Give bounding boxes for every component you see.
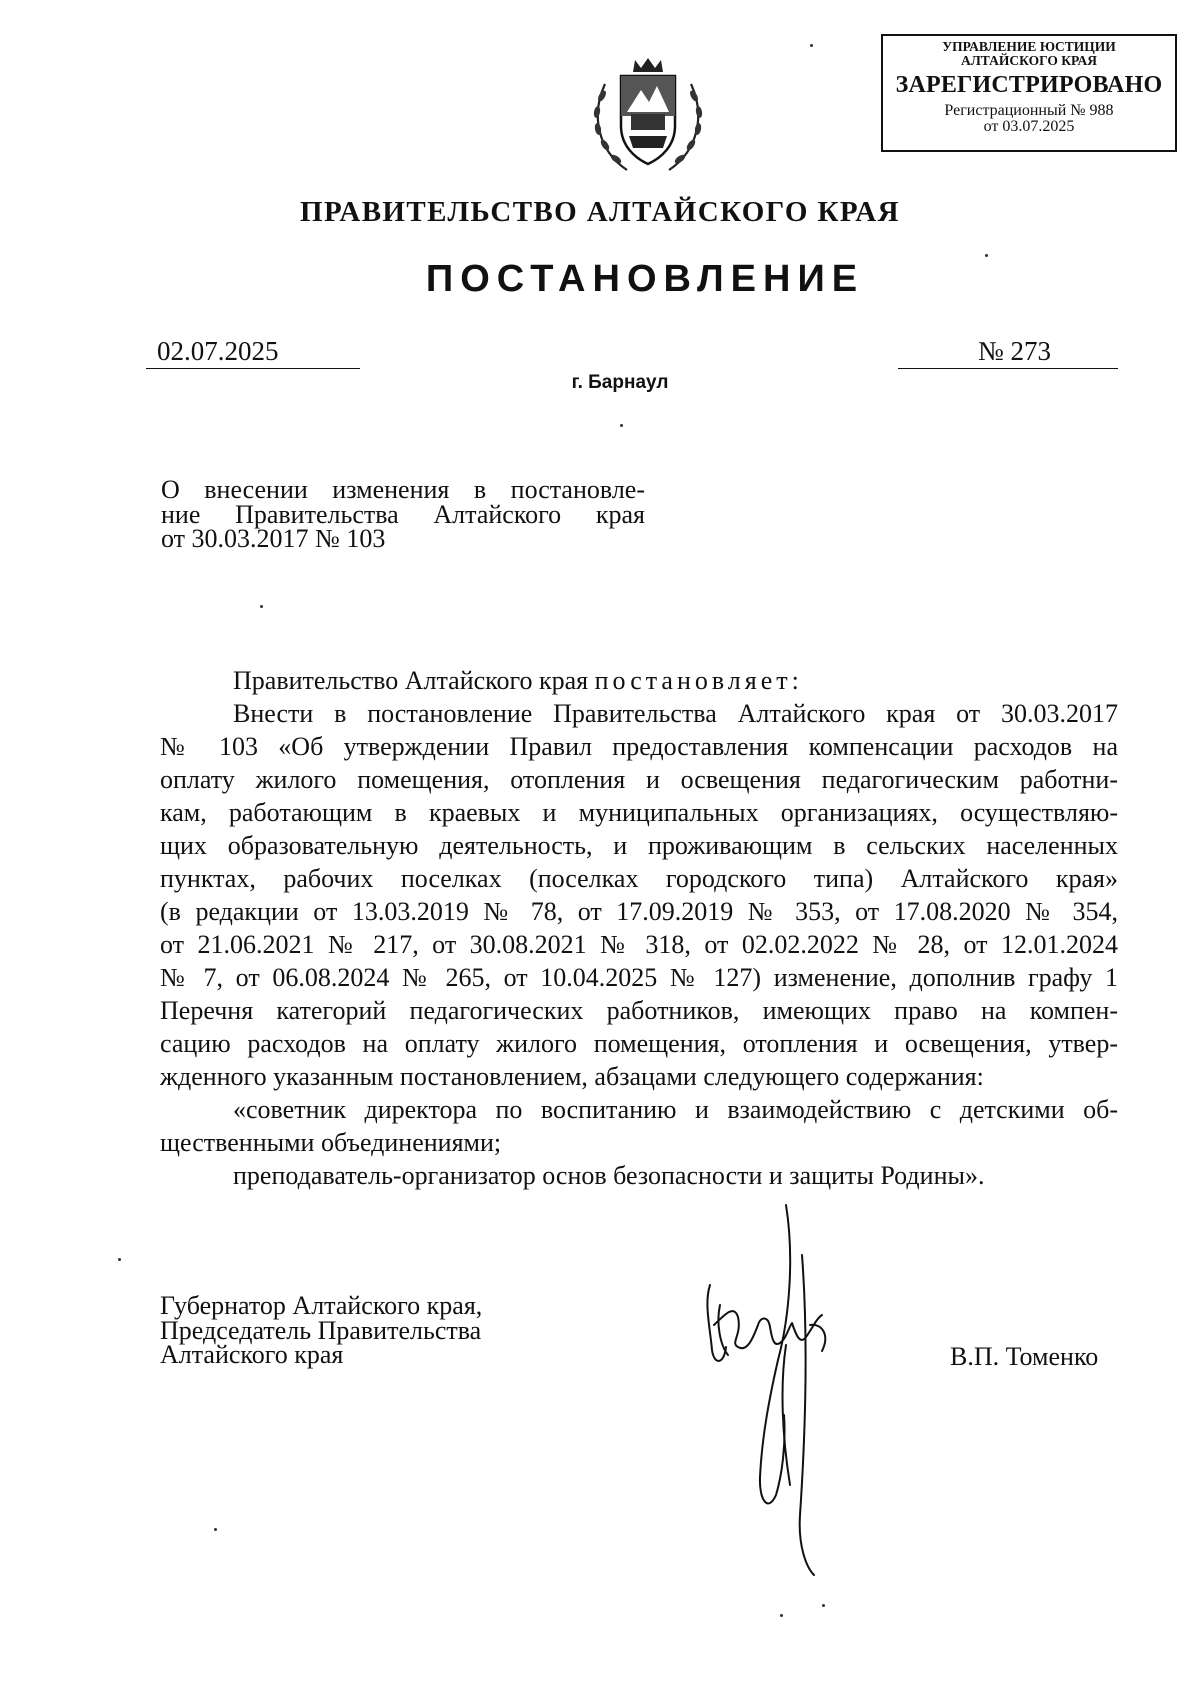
- preamble: [160, 664, 1118, 697]
- registration-stamp: [881, 34, 1177, 152]
- document-date-field: [146, 336, 360, 369]
- subject-line: от 30.03.2017 № 103: [161, 524, 386, 553]
- quote-line: преподаватель-организатор основ безопасности и защиты Родины».: [233, 1161, 985, 1190]
- body-line: пунктах, рабочих поселках (поселках городского типа) Алтайского края»: [160, 864, 1118, 893]
- body-line: № 103 «Об утверждении Правил предоставления компенсации расходов на: [160, 732, 1118, 761]
- scan-speck: [118, 1258, 121, 1261]
- body-line: от 21.06.2021 № 217, от 30.08.2021 № 318, от 02.02.2022 № 28, от 12.01.2024: [160, 930, 1118, 959]
- scan-speck: [260, 605, 263, 608]
- document-type: ПОСТАНОВЛЕНИЕ: [425, 258, 865, 300]
- quote-line: щественными объединениями;: [160, 1128, 502, 1157]
- preamble-verb: постановляет:: [594, 666, 803, 695]
- stamp-reg-number: Регистрационный № 988: [944, 101, 1114, 119]
- body-line: № 7, от 06.08.2024 № 265, от 10.04.2025 № 127) изменение, дополнив графу 1: [160, 963, 1118, 992]
- quote-paragraph: [160, 1093, 1118, 1159]
- subject-line: О внесении изменения в постановле-: [161, 475, 645, 504]
- scan-speck: [620, 424, 623, 427]
- scan-speck: [780, 1614, 783, 1617]
- government-title: ПРАВИТЕЛЬСТВО АЛТАЙСКОГО КРАЯ: [299, 196, 900, 228]
- document-date: 02.07.2025: [157, 336, 279, 366]
- body-line: оплату жилого помещения, отопления и освещения педагогическим работни-: [160, 765, 1118, 794]
- subject-line: ние Правительства Алтайского края: [161, 499, 645, 529]
- scan-speck: [822, 1604, 825, 1607]
- handwritten-signature: [690, 1195, 890, 1585]
- signer-title: [160, 1291, 580, 1369]
- document-number: № 273: [978, 336, 1052, 366]
- stamp-status: ЗАРЕГИСТРИРОВАНО: [895, 72, 1163, 99]
- body-line: Внести в постановление Правительства Алтайского края от 30.03.2017: [233, 699, 1118, 728]
- signer-name: В.П. Томенко: [950, 1342, 1099, 1371]
- body-line: кам, работающим в краевых и муниципальных организациях, осуществляю-: [160, 798, 1118, 827]
- document-number-field: [898, 336, 1118, 369]
- city-name: г. Барнаул: [571, 372, 669, 393]
- quote-line: «советник директора по воспитанию и взаимодействию с детскими об-: [233, 1095, 1118, 1124]
- quote-paragraph: [160, 1159, 1118, 1192]
- coat-of-arms-icon: [583, 54, 713, 184]
- body-line: сацию расходов на оплату жилого помещения, отопления и освещения, утвер-: [160, 1029, 1118, 1058]
- document-body: [160, 664, 1118, 1192]
- scan-speck: [985, 254, 988, 257]
- signer-title-line: Губернатор Алтайского края,: [160, 1291, 483, 1320]
- body-line: Перечня категорий педагогических работников, имеющих право на компен-: [160, 996, 1118, 1025]
- scan-speck: [810, 44, 813, 47]
- document-subject: [161, 475, 645, 553]
- stamp-authority-line2: АЛТАЙСКОГО КРАЯ: [960, 53, 1098, 69]
- preamble-prefix: Правительство Алтайского края: [233, 666, 589, 695]
- body-line: щих образовательную деятельность, и проживающим в сельских населенных: [160, 831, 1118, 860]
- stamp-reg-date: от 03.07.2025: [983, 118, 1075, 136]
- body-line: (в редакции от 13.03.2019 № 78, от 17.09.2019 № 353, от 17.08.2020 № 354,: [160, 897, 1118, 926]
- main-paragraph: [160, 697, 1118, 1093]
- signer-title-line: Председатель Правительства: [160, 1315, 482, 1345]
- scan-speck: [214, 1528, 217, 1531]
- signer-title-line: Алтайского края: [160, 1340, 344, 1369]
- body-line: жденного указанным постановлением, абзацами следующего содержания:: [160, 1062, 984, 1091]
- stamp-authority-line1: УПРАВЛЕНИЕ ЮСТИЦИИ: [942, 39, 1116, 54]
